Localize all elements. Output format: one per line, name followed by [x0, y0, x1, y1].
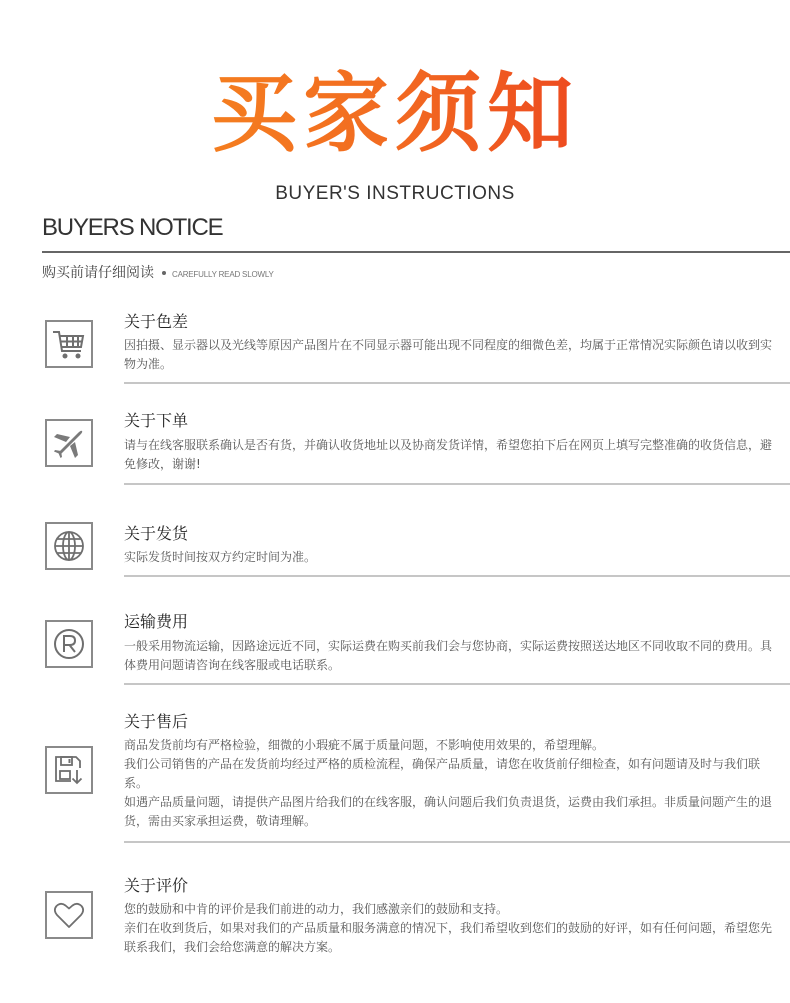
icon-box	[45, 320, 93, 368]
globe-icon	[51, 528, 87, 564]
section-divider	[124, 575, 790, 577]
section-divider	[124, 483, 790, 485]
read-carefully-en: CAREFULLY READ SLOWLY	[172, 270, 274, 279]
icon-box	[45, 522, 93, 570]
heading-rule	[42, 251, 790, 253]
notice-heading: BUYERS NOTICE	[42, 214, 223, 241]
airplane-icon	[51, 425, 87, 461]
section-divider	[124, 382, 790, 384]
section-body	[124, 900, 774, 957]
icon-box	[45, 419, 93, 467]
section-body	[124, 436, 774, 474]
section-body	[124, 736, 774, 831]
heart-icon	[51, 897, 87, 933]
section-paragraph: 商品发货前均有严格检验，细微的小瑕疵不属于质量问题，不影响使用效果的，希望理解。	[124, 738, 605, 752]
section-divider	[124, 683, 790, 685]
read-carefully-cn: 购买前请仔细阅读	[42, 265, 154, 281]
section-paragraph: 请与在线客服联系确认是否有货，并确认收货地址以及协商发货详情，希望您拍下后在网页上填写完整准确的收货信息，避免修改，谢谢!	[124, 438, 773, 471]
section-title: 运输费用	[124, 612, 189, 631]
main-title: 买家须知	[0, 64, 790, 164]
section-paragraph: 实际发货时间按双方约定时间为准。	[124, 550, 317, 564]
section-title: 关于评价	[124, 876, 189, 895]
section-body	[124, 548, 774, 567]
section-paragraph: 一般采用物流运输，因路途远近不同，实际运费在购买前我们会与您协商，实际运费按照送达地区不同收取不同的费用。具体费用问题请咨询在线客服或电话联系。	[124, 639, 773, 672]
save-download-icon	[51, 752, 87, 788]
read-carefully-line	[42, 262, 274, 282]
bullet-dot	[162, 271, 166, 275]
section-body	[124, 637, 774, 675]
registered-icon	[51, 626, 87, 662]
icon-box	[45, 620, 93, 668]
section-paragraph: 因拍摄、显示器以及光线等原因产品图片在不同显示器可能出现不同程度的细微色差，均属于正常情况实际颜色请以收到实物为准。	[124, 338, 773, 371]
section-title: 关于售后	[124, 712, 189, 731]
icon-box	[45, 891, 93, 939]
section-divider	[124, 841, 790, 843]
section-title: 关于发货	[124, 524, 189, 543]
section-paragraph: 您的鼓励和中肯的评价是我们前进的动力，我们感激亲们的鼓励和支持。	[124, 902, 509, 916]
section-title: 关于下单	[124, 411, 189, 430]
section-body	[124, 336, 774, 374]
shopping-cart-icon	[50, 326, 88, 362]
icon-box	[45, 746, 93, 794]
subtitle: BUYER'S INSTRUCTIONS	[275, 183, 515, 204]
section-paragraph: 亲们在收到货后，如果对我们的产品质量和服务满意的情况下，我们希望收到您们的鼓励的好评，如有任何问题，希望您先联系我们，我们会给您满意的解决方案。	[124, 921, 773, 954]
section-paragraph: 我们公司销售的产品在发货前均经过严格的质检流程，确保产品质量，请您在收货前仔细检查，如有问题请及时与我们联系。	[124, 757, 761, 790]
section-paragraph: 如遇产品质量问题，请提供产品图片给我们的在线客服，确认问题后我们负责退货，运费由我们承担。非质量问题产生的退货，需由买家承担运费，敬请理解。	[124, 795, 773, 828]
section-title: 关于色差	[124, 312, 189, 331]
